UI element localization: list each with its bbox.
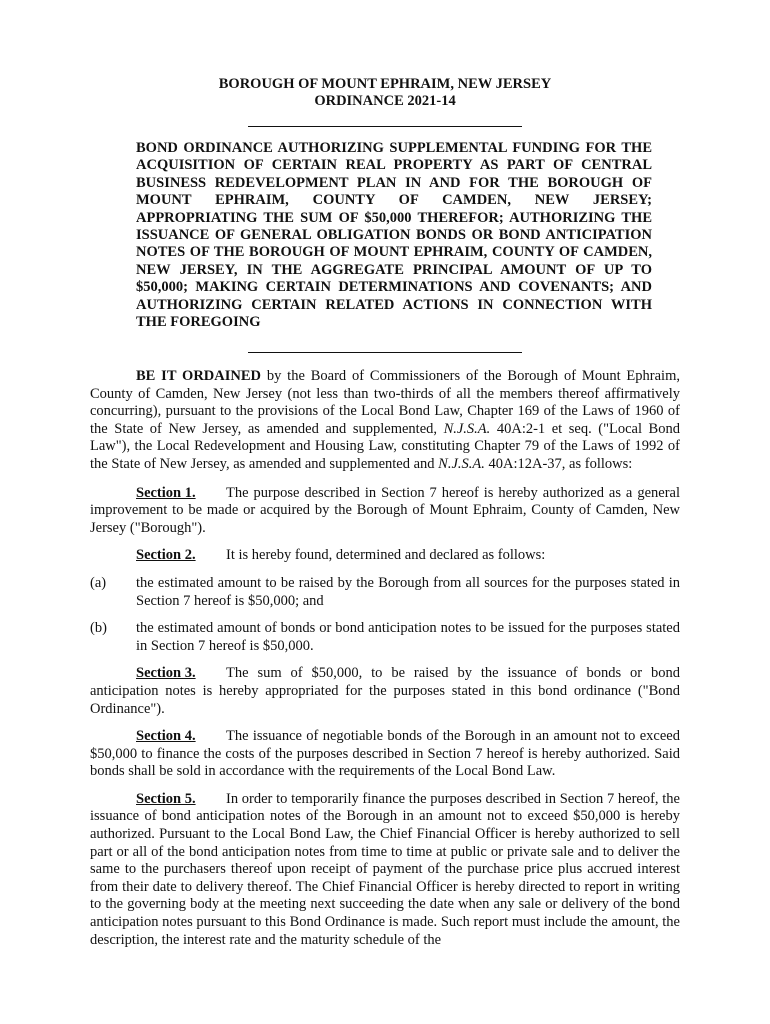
section-2-text: It is hereby found, determined and declared as follows: <box>226 547 546 564</box>
borough-name: BOROUGH OF MOUNT EPHRAIM, NEW JERSEY <box>218 76 552 92</box>
section-3-text: The sum of $50,000, to be raised by the issuance of bonds or bond anticipation notes is hereby appropriated for the purposes stated in this bond ordinance ("Bond Ordinance"). <box>90 665 680 717</box>
section-4-text: The issuance of negotiable bonds of the Borough in an amount not to exceed $50,000 to finance the costs of the purposes described in Section 7 hereof is hereby authorized. Said bonds shall be sold in accordance with the requirements of the Local Bond Law. <box>90 728 680 780</box>
item-b-label: (b) <box>90 620 107 637</box>
section-1-heading: Section 1. <box>136 484 196 501</box>
citation-njsa-1: N.J.S.A. <box>443 420 491 437</box>
section-3 <box>90 665 680 718</box>
section-4 <box>90 728 680 781</box>
item-a-label: (a) <box>90 574 107 591</box>
section-4-heading: Section 4. <box>136 728 196 745</box>
section-2-item-b <box>90 620 680 655</box>
section-5-text: In order to temporarily finance the purposes described in Section 7 hereof, the issuance of bond anticipation notes of the Borough in an amount not to exceed $50,000 is hereby authorized. Pursuant to the Local Bond Law, the Chief Financial Officer is hereby authorized to sell part or all of the bond anticipation notes from time to time at public or private sale and to deliver the same to the purchasers thereof upon receipt of payment of the purchase price plus accrued interest from their date to delivery thereof. The Chief Financial Officer is hereby directed to report in writing to the governing body at the meeting next succeeding the date when any sale or delivery of the bond anticipation notes pursuant to this Bond Ordinance is made. Such report must include the amount, the description, the interest rate and the maturity schedule of the <box>90 790 680 948</box>
preamble-lead: BE IT ORDAINED <box>136 368 262 384</box>
ordinance-body <box>90 368 680 959</box>
preamble <box>90 368 680 474</box>
item-a-text: the estimated amount to be raised by the Borough from all sources for the purposes stated in Section 7 hereof is $50,000; and <box>136 574 680 609</box>
citation-njsa-2: N.J.S.A. <box>438 455 485 472</box>
section-2-item-a <box>90 575 680 610</box>
item-b-text: the estimated amount of bonds or bond anticipation notes to be issued for the purposes stated in Section 7 hereof is $50,000. <box>136 620 680 654</box>
title-rule-bottom <box>248 352 522 353</box>
section-5-heading: Section 5. <box>136 790 196 807</box>
section-3-heading: Section 3. <box>136 665 196 682</box>
ordinance-number: ORDINANCE 2021-14 <box>314 93 456 109</box>
section-1 <box>90 485 680 538</box>
section-1-text: The purpose described in Section 7 hereof is hereby authorized as a general improvement to be made or acquired by the Borough of Mount Ephraim, County of Camden, New Jersey ("Borough"). <box>90 484 680 536</box>
ordinance-title: BOND ORDINANCE AUTHORIZING SUPPLEMENTAL FUNDING FOR THE ACQUISITION OF CERTAIN REAL PROPERTY AS PART OF CENTRAL BUSINESS REDEVELOPMENT PLAN IN AND FOR THE BOROUGH OF MOUNT EPHRAIM, COUNTY OF CAMDEN, NEW JERSEY; APPROPRIATING THE SUM OF $50,000 THEREFOR; AUTHORIZING THE ISSUANCE OF GENERAL OBLIGATION BONDS OR BOND ANTICIPATION NOTES OF THE BOROUGH OF MOUNT EPHRAIM, COUNTY OF CAMDEN, NEW JERSEY, IN THE AGGREGATE PRINCIPAL AMOUNT OF UP TO $50,000; MAKING CERTAIN DETERMINATIONS AND COVENANTS; AND AUTHORIZING CERTAIN RELATED ACTIONS IN CONNECTION WITH THE FOREGOING <box>136 140 652 331</box>
section-5 <box>90 791 680 949</box>
document-header <box>0 76 770 110</box>
preamble-text-2: 40A:2-1 et seq. ("Local Bond Law"), the Local Redevelopment and Housing Law, constituting Chapter 79 of the Laws of 1992 of the State of New Jersey, as amended and supplemented and <box>90 420 680 472</box>
preamble-text-3: 40A:12A-37, as follows: <box>484 455 633 472</box>
preamble-text-1: by the Board of Commissioners of the Borough of Mount Ephraim, County of Camden, New Jersey (not less than two-thirds of all the members thereof affirmatively concurring), pursuant to the provisions of the Local Bond Law, Chapter 169 of the Laws of 1960 of the State of New Jersey, as amended and supplemented, <box>90 368 680 437</box>
section-2-heading: Section 2. <box>136 547 196 564</box>
section-2 <box>90 547 680 565</box>
title-rule-top <box>248 126 522 127</box>
